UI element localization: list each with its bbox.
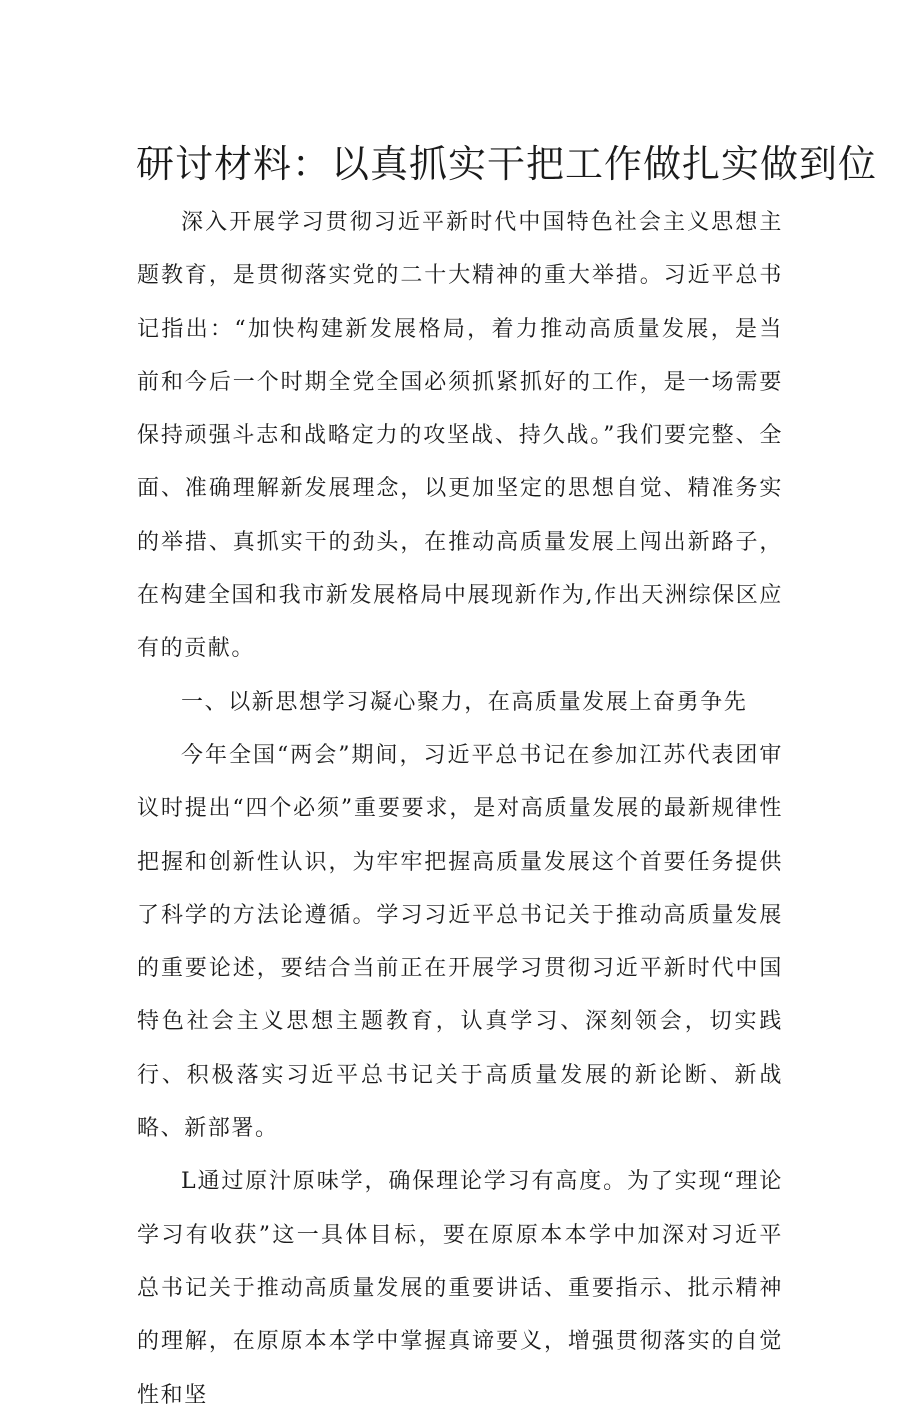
section-1-item-1-paragraph: L通过原汁原味学，确保理论学习有高度。为了实现“理论学习有收获”这一具体目标，要在原原本本学中加深对习近平总书记关于推动高质量发展的重要讲话、重要指示、批示精神的理解，在原原本本学中掌握真谛要义，增强贯彻落实的自觉性和坚: [137, 1169, 783, 1408]
document-body: [137, 196, 783, 1422]
document-title: 研讨材料：以真抓实干把工作做扎实做到位: [136, 142, 878, 186]
section-1-paragraph: 今年全国“两会”期间，习近平总书记在参加江苏代表团审议时提出“四个必须”重要要求，是对高质量发展的最新规律性把握和创新性认识，为牢牢把握高质量发展这个首要任务提供了科学的方法论遵循。学习习近平总书记关于推动高质量发展的重要论述，要结合当前正在开展学习贯彻习近平新时代中国特色社会主义思想主题教育，认真学习、深刻领会，切实践行、积极落实习近平总书记关于高质量发展的新论断、新战略、新部署。: [137, 742, 783, 1142]
section-heading-1: 一、以新思想学习凝心聚力，在高质量发展上奋勇争先: [181, 689, 748, 715]
intro-paragraph: 深入开展学习贯彻习近平新时代中国特色社会主义思想主题教育，是贯彻落实党的二十大精神的重大举措。习近平总书记指出：“加快构建新发展格局，着力推动高质量发展，是当前和今后一个时期全党全国必须抓紧抓好的工作，是一场需要保持顽强斗志和战略定力的攻坚战、持久战。”我们要完整、全面、准确理解新发展理念，以更加坚定的思想自觉、精准务实的举措、真抓实干的劲头，在推动高质量发展上闯出新路子，在构建全国和我市新发展格局中展现新作为,作出天洲综保区应有的贡献。: [137, 210, 783, 662]
